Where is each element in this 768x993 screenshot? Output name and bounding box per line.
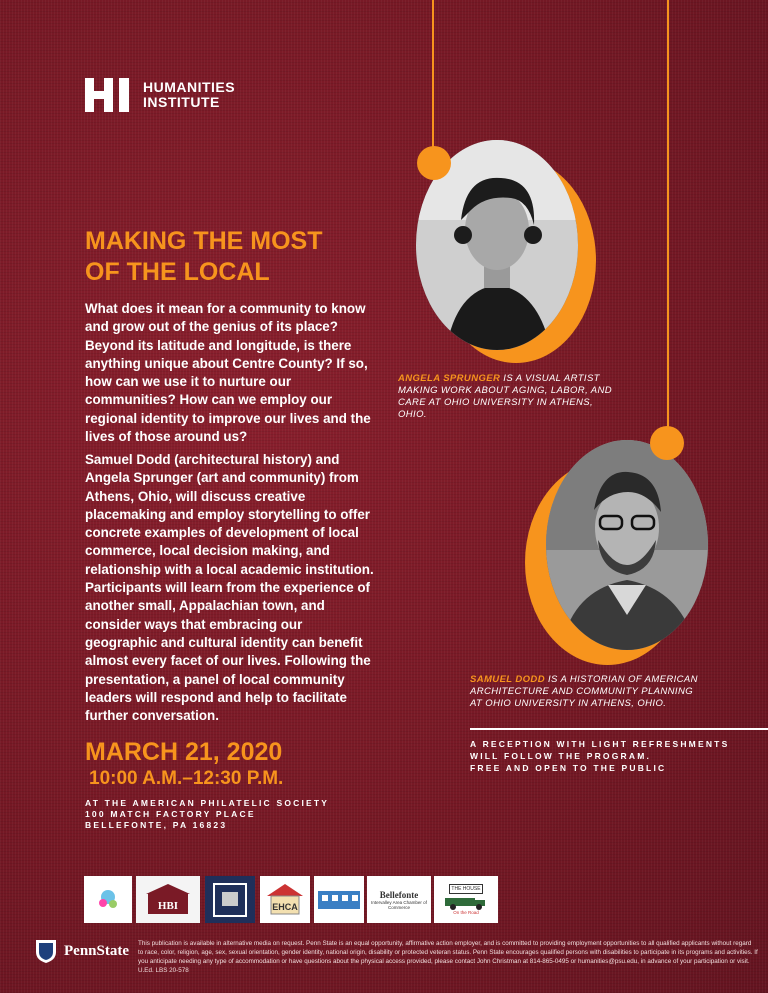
sponsor-road-text: On the Road (453, 910, 479, 915)
venue-line2: 100 MATCH FACTORY PLACE (85, 809, 256, 819)
sponsor-bellefonte-text: Bellefonte (379, 889, 419, 900)
sponsor-logo-chamber (367, 876, 431, 923)
angela-bio: IS A VISUAL ARTIST MAKING WORK ABOUT AGING, LABOR, AND CARE AT OHIO UNIVERSITY IN ATHENS, OHIO. (398, 373, 613, 420)
angela-caption (398, 373, 623, 421)
venue-line1: AT THE AMERICAN PHILATELIC SOCIETY (85, 798, 330, 808)
sponsor-house-text: THE HOUSE (451, 886, 481, 892)
title-line1: MAKING THE MOST (85, 227, 323, 255)
fine-print: This publication is available in alternative media on request. Penn State is an equal opportunity, affirmative action employer, and is committed to providing employment opportunities to all qualified applicants without regard to race, color, religion, age, sex, sexual orientation, gender identity, national origin, disability or protected veteran status. Penn State encourages qualified persons with disabilities to participate in its programs and activities. If you anticipate needing any type of accommodation or have questions about the physical access provided, please contact John Christman at 814-865-0495 or humanities@psu.edu, in advance of your participation or visit. U.Ed. LBS 20-578 (138, 940, 758, 974)
sponsor-logo-ehca (260, 876, 310, 923)
samuel-caption (470, 674, 705, 710)
samuel-name: SAMUEL DODD (470, 674, 545, 685)
reception-line2: WILL FOLLOW THE PROGRAM. (470, 751, 652, 761)
sponsor-logo-hbi (136, 876, 200, 923)
decor-dot-1 (417, 146, 451, 180)
decor-line-1 (432, 0, 434, 148)
penn-state-logo (34, 938, 129, 964)
sponsor-ehca-text: EHCA (272, 901, 298, 912)
reception-line3: FREE AND OPEN TO THE PUBLIC (470, 763, 667, 773)
event-date: MARCH 21, 2020 (85, 738, 283, 766)
sponsor-logo-1 (84, 876, 132, 923)
sponsor-logo-house (434, 876, 498, 923)
decor-line-2 (667, 0, 669, 430)
logo-text-line2: INSTITUTE (143, 94, 220, 110)
logo-text-line1: HUMANITIES (143, 79, 236, 95)
page-title (85, 226, 385, 288)
decor-dot-2 (650, 426, 684, 460)
reception-divider (470, 728, 768, 730)
title-line2: OF THE LOCAL (85, 258, 270, 286)
samuel-bio: IS A HISTORIAN OF AMERICAN ARCHITECTURE AND COMMUNITY PLANNING AT OHIO UNIVERSITY IN ATHENS, OHIO. (470, 674, 698, 709)
samuel-photo (546, 440, 708, 650)
body-paragraph: Samuel Dodd (architectural history) and Angela Sprunger (art and community) from Athens, Ohio, will discuss creative placemaking and employ storytelling to offer concrete examples of development of local commerce, local decision making, and relationship with a local academic institution. Participants will learn from the experience of another small, Appalachian town, and consider ways that embracing our geographic and cultural identity can benefit almost every facet of our lives. Following the presentation, a panel of local community leaders will respond and help to facilitate further conversation. (85, 452, 374, 724)
reception-line1: A RECEPTION WITH LIGHT REFRESHMENTS (470, 739, 730, 749)
penn-state-shield-icon (34, 938, 58, 964)
sponsor-hbi-text: HBI (157, 899, 179, 912)
sponsor-logo-3 (205, 876, 255, 923)
penn-state-name: PennState (64, 942, 129, 959)
intro-paragraph: What does it mean for a community to know and grow out of the genius of its place? Beyond its latitude and longitude, is there anything unique about Centre County? If so, how can we use it to nurture our communities? How can we employ our regional identity to improve our lives and the lives of those around us? (85, 301, 371, 445)
sponsor-chamber-text: Intervalley Area Chamber of Commerce (371, 899, 427, 910)
hi-logo-mark (85, 78, 135, 112)
event-time: 10:00 A.M.–12:30 P.M. (89, 768, 284, 789)
sponsor-logo-5 (314, 876, 364, 923)
humanities-institute-logo (85, 78, 235, 112)
venue-line3: BELLEFONTE, PA 16823 (85, 820, 228, 830)
angela-name: ANGELA SPRUNGER (398, 373, 501, 384)
